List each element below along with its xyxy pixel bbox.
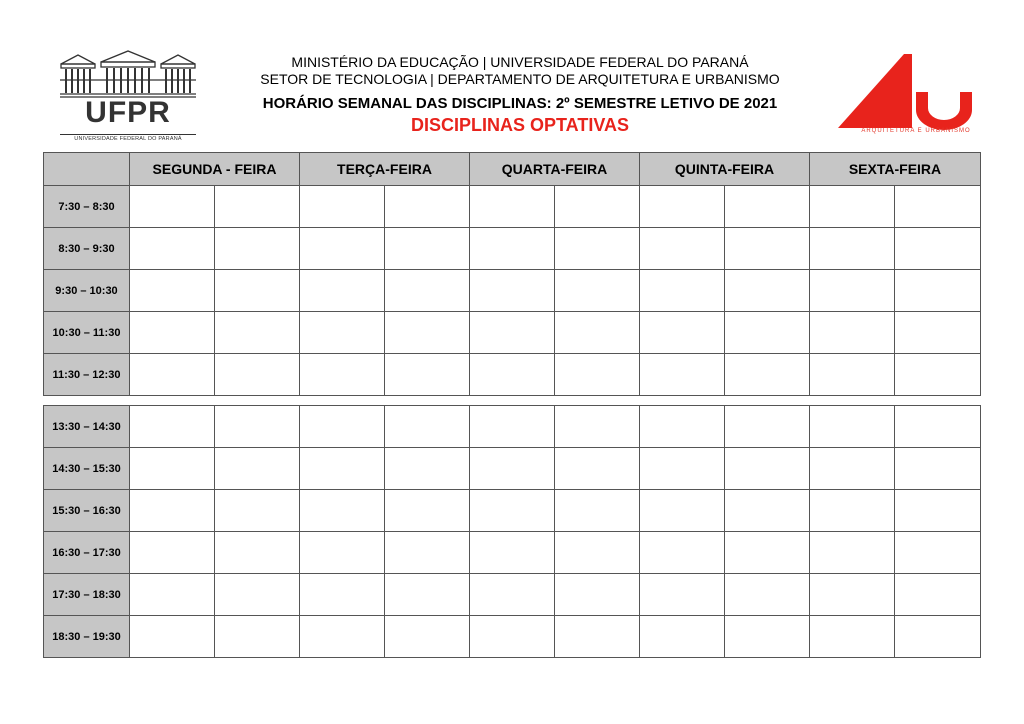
schedule-cell — [130, 574, 215, 616]
schedule-cell — [810, 532, 895, 574]
ufpr-logo — [58, 50, 198, 142]
au-logo-mark-icon — [836, 52, 976, 130]
schedule-cell — [130, 354, 215, 396]
schedule-cell — [640, 406, 725, 448]
time-slot-label: 17:30 – 18:30 — [44, 574, 130, 616]
schedule-cell — [895, 228, 981, 270]
schedule-cell — [215, 490, 300, 532]
schedule-cell — [640, 574, 725, 616]
schedule-cell — [640, 490, 725, 532]
time-slot-label: 9:30 – 10:30 — [44, 270, 130, 312]
schedule-cell — [470, 312, 555, 354]
schedule-cell — [215, 270, 300, 312]
schedule-cell — [300, 490, 385, 532]
schedule-cell — [470, 448, 555, 490]
schedule-cell — [300, 186, 385, 228]
header-schedule-title: HORÁRIO SEMANAL DAS DISCIPLINAS: 2º SEMESTRE LETIVO DE 2021 — [262, 95, 778, 112]
schedule-cell — [810, 270, 895, 312]
morning-schedule-table — [43, 152, 981, 396]
schedule-cell — [725, 616, 810, 658]
schedule-cell — [300, 532, 385, 574]
document-header — [200, 54, 840, 136]
schedule-cell — [555, 490, 640, 532]
day-header-friday: SEXTA-FEIRA — [810, 153, 981, 186]
table-row — [44, 574, 981, 616]
header-ministry: MINISTÉRIO DA EDUCAÇÃO | UNIVERSIDADE FEDERAL DO PARANÁ — [291, 54, 749, 70]
schedule-cell — [130, 312, 215, 354]
table-row — [44, 312, 981, 354]
schedule-cell — [470, 186, 555, 228]
time-slot-label: 18:30 – 19:30 — [44, 616, 130, 658]
schedule-cell — [385, 270, 470, 312]
schedule-cell — [810, 406, 895, 448]
time-slot-label: 16:30 – 17:30 — [44, 532, 130, 574]
schedule-cell — [640, 354, 725, 396]
schedule-cell — [470, 574, 555, 616]
schedule-cell — [640, 616, 725, 658]
schedule-cell — [300, 228, 385, 270]
schedule-cell — [470, 228, 555, 270]
schedule-cell — [215, 616, 300, 658]
schedule-cell — [385, 616, 470, 658]
schedule-cell — [130, 228, 215, 270]
time-slot-label: 10:30 – 11:30 — [44, 312, 130, 354]
table-header-row — [44, 153, 981, 186]
schedule-cell — [895, 270, 981, 312]
table-row — [44, 490, 981, 532]
schedule-cell — [810, 448, 895, 490]
schedule-cell — [895, 354, 981, 396]
day-header-thursday: QUINTA-FEIRA — [640, 153, 810, 186]
ufpr-logo-text: UFPR — [85, 96, 171, 129]
schedule-cell — [725, 406, 810, 448]
schedule-cell — [470, 270, 555, 312]
schedule-cell — [810, 574, 895, 616]
schedule-cell — [215, 354, 300, 396]
schedule-cell — [640, 186, 725, 228]
schedule-cell — [300, 270, 385, 312]
day-header-tuesday: TERÇA-FEIRA — [300, 153, 470, 186]
au-logo — [836, 52, 976, 142]
table-row — [44, 532, 981, 574]
au-logo-subtitle: ARQUITETURA E URBANISMO — [861, 128, 971, 134]
schedule-cell — [300, 574, 385, 616]
schedule-cell — [470, 616, 555, 658]
schedule-cell — [385, 448, 470, 490]
schedule-cell — [895, 406, 981, 448]
schedule-cell — [640, 312, 725, 354]
schedule-cell — [385, 532, 470, 574]
day-header-wednesday: QUARTA-FEIRA — [470, 153, 640, 186]
schedule-cell — [300, 354, 385, 396]
schedule-cell — [725, 270, 810, 312]
schedule-cell — [300, 406, 385, 448]
schedule-cell — [555, 574, 640, 616]
schedule-cell — [470, 406, 555, 448]
schedule-cell — [130, 406, 215, 448]
schedule-cell — [555, 186, 640, 228]
schedule-cell — [810, 490, 895, 532]
schedule-cell — [895, 616, 981, 658]
schedule-cell — [215, 312, 300, 354]
schedule-cell — [555, 616, 640, 658]
schedule-cell — [470, 354, 555, 396]
schedule-cell — [725, 490, 810, 532]
schedule-cell — [385, 312, 470, 354]
schedule-cell — [895, 312, 981, 354]
schedule-cell — [215, 574, 300, 616]
schedule-cell — [215, 532, 300, 574]
schedule-cell — [895, 186, 981, 228]
schedule-cell — [300, 448, 385, 490]
header-department: SETOR DE TECNOLOGIA | DEPARTAMENTO DE ARQUITETURA E URBANISMO — [260, 71, 780, 87]
schedule-cell — [725, 532, 810, 574]
schedule-cell — [555, 532, 640, 574]
schedule-cell — [215, 228, 300, 270]
schedule-cell — [385, 574, 470, 616]
schedule-cell — [555, 406, 640, 448]
schedule-cell — [725, 312, 810, 354]
time-slot-label: 8:30 – 9:30 — [44, 228, 130, 270]
schedule-cell — [385, 354, 470, 396]
schedule-cell — [555, 448, 640, 490]
schedule-cell — [810, 186, 895, 228]
corner-cell — [44, 153, 130, 186]
schedule-cell — [895, 574, 981, 616]
schedule-cell — [130, 448, 215, 490]
schedule-cell — [810, 312, 895, 354]
schedule-cell — [385, 228, 470, 270]
schedule-cell — [130, 532, 215, 574]
schedule-cell — [385, 406, 470, 448]
afternoon-schedule-table — [43, 405, 981, 658]
schedule-cell — [895, 532, 981, 574]
table-row — [44, 616, 981, 658]
schedule-cell — [215, 406, 300, 448]
schedule-cell — [640, 228, 725, 270]
table-row — [44, 186, 981, 228]
time-slot-label: 13:30 – 14:30 — [44, 406, 130, 448]
schedule-cell — [385, 490, 470, 532]
table-row — [44, 448, 981, 490]
schedule-cell — [555, 354, 640, 396]
schedule-cell — [555, 312, 640, 354]
schedule-cell — [385, 186, 470, 228]
schedule-cell — [640, 270, 725, 312]
schedule-cell — [555, 228, 640, 270]
table-row — [44, 354, 981, 396]
time-slot-label: 11:30 – 12:30 — [44, 354, 130, 396]
schedule-cell — [640, 448, 725, 490]
schedule-cell — [215, 448, 300, 490]
schedule-cell — [130, 490, 215, 532]
table-row — [44, 406, 981, 448]
header-subtitle: DISCIPLINAS OPTATIVAS — [410, 115, 629, 135]
schedule-cell — [725, 354, 810, 396]
schedule-cell — [725, 574, 810, 616]
schedule-cell — [725, 228, 810, 270]
schedule-cell — [810, 354, 895, 396]
schedule-cell — [470, 490, 555, 532]
schedule-cell — [300, 312, 385, 354]
time-slot-label: 7:30 – 8:30 — [44, 186, 130, 228]
schedule-cell — [640, 532, 725, 574]
time-slot-label: 15:30 – 16:30 — [44, 490, 130, 532]
schedule-cell — [555, 270, 640, 312]
table-row — [44, 228, 981, 270]
time-slot-label: 14:30 – 15:30 — [44, 448, 130, 490]
schedule-cell — [300, 616, 385, 658]
day-header-monday: SEGUNDA - FEIRA — [130, 153, 300, 186]
schedule-cell — [725, 186, 810, 228]
schedule-cell — [470, 532, 555, 574]
schedule-cell — [130, 270, 215, 312]
schedule-cell — [810, 228, 895, 270]
ufpr-logo-subtitle: UNIVERSIDADE FEDERAL DO PARANÁ — [60, 134, 196, 142]
schedule-cell — [895, 448, 981, 490]
schedule-cell — [810, 616, 895, 658]
schedule-cell — [895, 490, 981, 532]
schedule-cell — [130, 186, 215, 228]
schedule-cell — [725, 448, 810, 490]
schedule-cell — [130, 616, 215, 658]
ufpr-building-icon — [58, 50, 198, 98]
schedule-cell — [215, 186, 300, 228]
table-row — [44, 270, 981, 312]
